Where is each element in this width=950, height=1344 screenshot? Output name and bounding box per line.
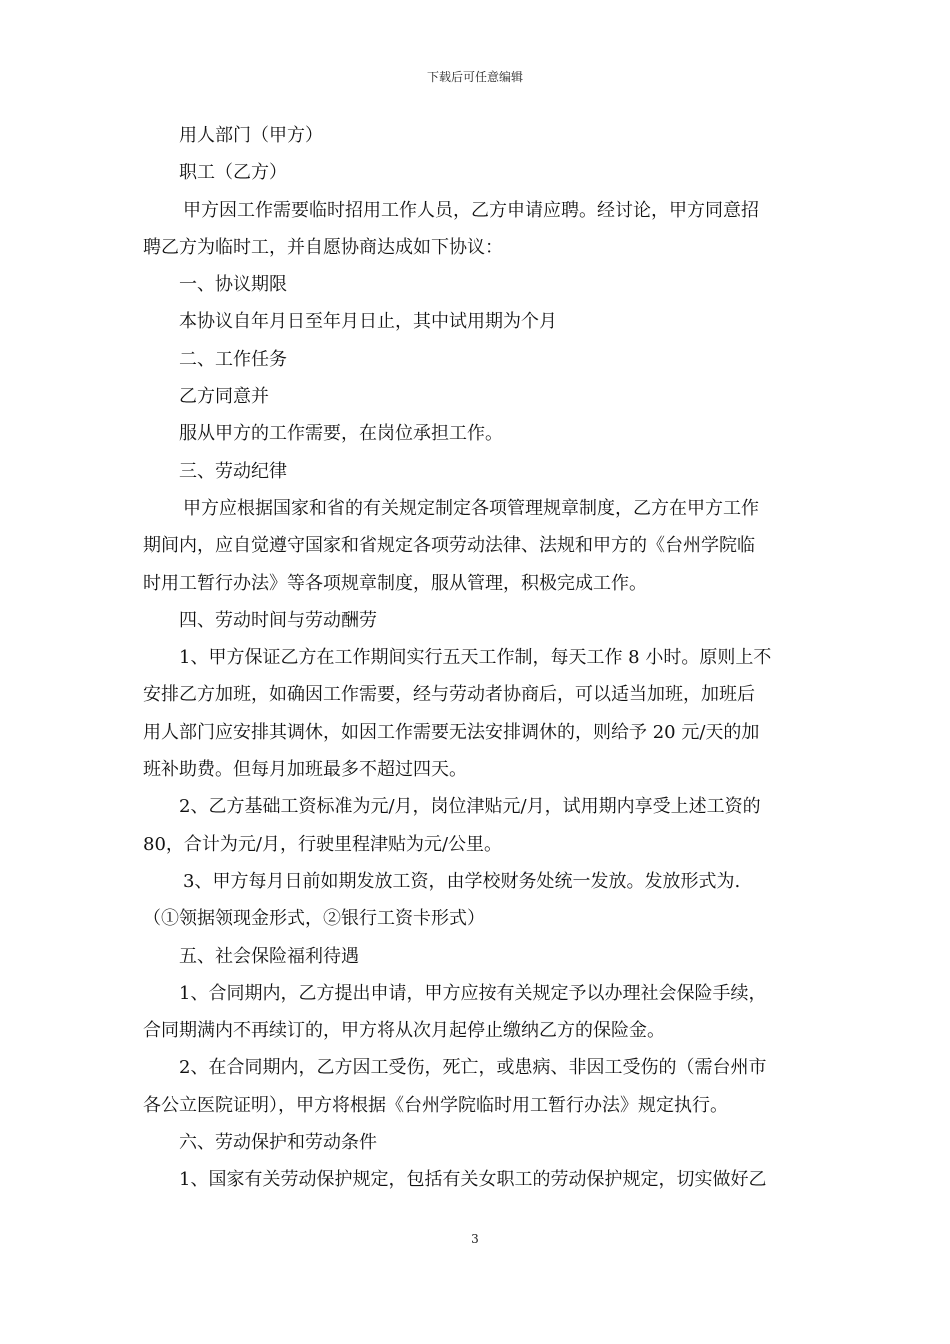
text-line: 安排乙方加班，如确因工作需要，经与劳动者协商后，可以适当加班，加班后 [143, 684, 755, 706]
text-line: （①领据领现金形式，②银行工资卡形式） [143, 908, 485, 930]
text-line: 甲方应根据国家和省的有关规定制定各项管理规章制度，乙方在甲方工作 [183, 497, 759, 519]
text-line: 1、甲方保证乙方在工作期间实行五天工作制，每天工作 8 小时。原则上不 [179, 647, 772, 669]
text-line: 2、在合同期内，乙方因工受伤，死亡，或患病、非因工受伤的（需台州市 [179, 1057, 767, 1079]
text-line: 2、乙方基础工资标准为元/月，岗位津贴元/月，试用期内享受上述工资的 [179, 796, 761, 818]
text-line: 3、甲方每月日前如期发放工资，由学校财务处统一发放。发放形式为. [183, 870, 741, 892]
text-line: 合同期满内不再续订的，甲方将从次月起停止缴纳乙方的保险金。 [143, 1020, 665, 1042]
text-line: 服从甲方的工作需要，在岗位承担工作。 [179, 423, 503, 445]
text-line: 时用工暂行办法》等各项规章制度，服从管理，积极完成工作。 [143, 572, 647, 594]
text-line: 六、劳动保护和劳动条件 [179, 1132, 377, 1154]
text-line: 1、合同期内，乙方提出申请，甲方应按有关规定予以办理社会保险手续， [179, 982, 767, 1004]
text-line: 班补助费。但每月加班最多不超过四天。 [143, 759, 467, 781]
document-body [143, 117, 808, 1199]
text-line: 聘乙方为临时工，并自愿协商达成如下协议： [143, 236, 503, 258]
text-line: 1、国家有关劳动保护规定，包括有关女职工的劳动保护规定，切实做好乙 [179, 1169, 767, 1191]
text-line: 五、社会保险福利待遇 [179, 945, 359, 967]
text-line: 二、工作任务 [179, 348, 287, 370]
text-line: 一、协议期限 [179, 274, 287, 296]
text-line: 80，合计为元/月，行驶里程津贴为元/公里。 [143, 833, 503, 855]
text-line: 甲方因工作需要临时招用工作人员，乙方申请应聘。经讨论，甲方同意招 [183, 199, 759, 221]
text-line: 用人部门应安排其调休，如因工作需要无法安排调休的，则给予 20 元/天的加 [143, 721, 760, 743]
text-line: 三、劳动纪律 [179, 460, 287, 482]
text-line: 各公立医院证明），甲方将根据《台州学院临时用工暂行办法》规定执行。 [143, 1094, 728, 1116]
page-header: 下载后可任意编辑 [426, 70, 523, 84]
text-line: 乙方同意并 [179, 386, 269, 408]
text-line: 本协议自年月日至年月日止，其中试用期为个月 [179, 311, 557, 333]
page-number: 3 [471, 1232, 479, 1246]
text-line: 期间内，应自觉遵守国家和省规定各项劳动法律、法规和甲方的《台州学院临 [143, 535, 755, 557]
text-line: 用人部门（甲方） [179, 125, 323, 146]
text-line: 职工（乙方） [179, 162, 287, 184]
text-line: 四、劳动时间与劳动酬劳 [179, 609, 377, 631]
